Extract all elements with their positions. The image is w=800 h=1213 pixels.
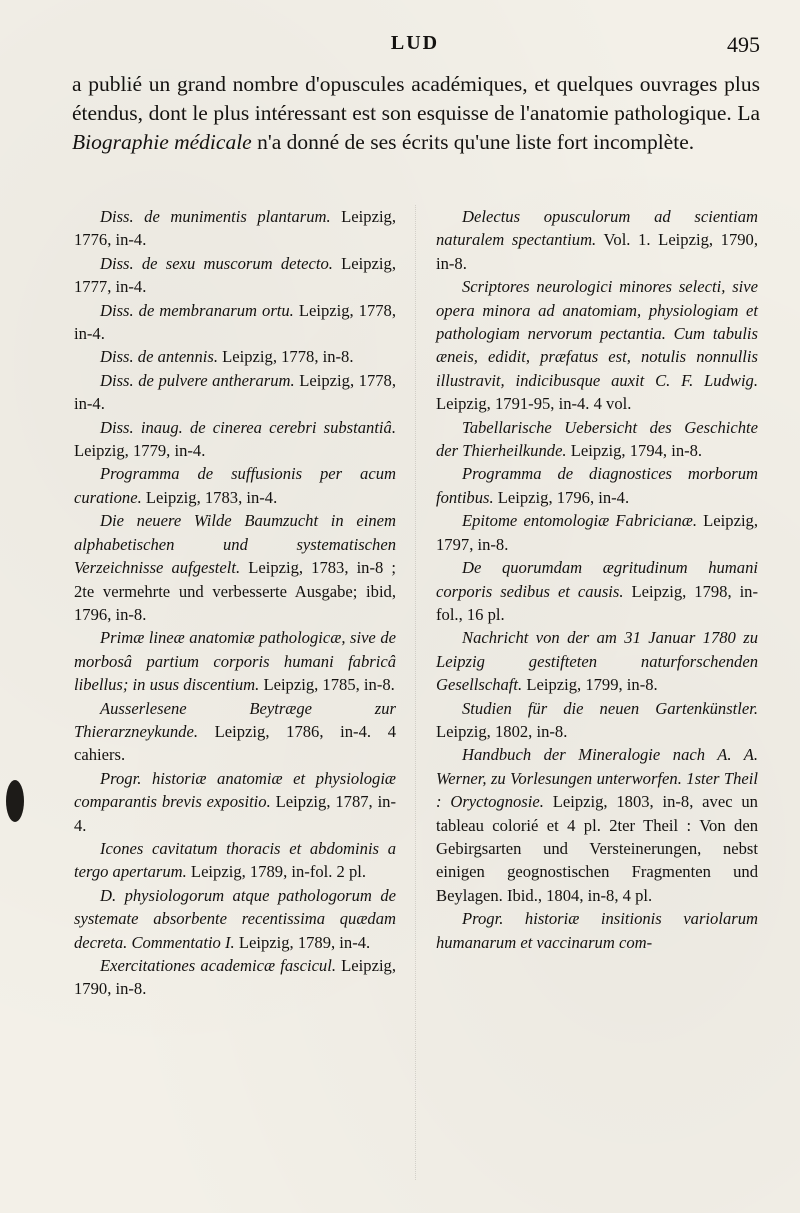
entry-title: Nachricht von der am 31 Januar 1780 zu Leipzig gestifteten naturforschenden Gesellschaft. [436,628,758,695]
entry-title: Tabellarische Uebersicht des Geschichte der Thierheilkunde. [436,417,758,461]
bibliography-entry [74,954,396,1001]
bibliography-entry [436,205,758,275]
bibliography-entry [74,345,396,368]
entry-imprint: Leipzig, 1776, in-4. [74,207,396,250]
bibliography-entry [436,697,758,744]
entry-imprint: Leipzig, 1778, in-4. [74,300,396,344]
entry-imprint: Leipzig, 1778, in-8. [218,347,354,367]
intro-text-end: n'a donné de ses écrits qu'une liste fort incomplète. [251,130,695,154]
ink-smudge [6,780,24,822]
entry-title: Exercitationes academicæ fascicul. [100,956,336,975]
entry-title: D. physiologorum atque pathologorum de systemate absorbente recentissima quædam decreta. Commentatio I. [74,885,396,952]
bibliography-entry [436,509,758,556]
bibliography-entry [74,626,396,696]
entry-title: Epitome entomologiæ Fabricianæ. [462,511,697,531]
page-number: 495 [727,32,760,57]
entry-imprint: Leipzig, 1799, in-8. [522,675,658,695]
entry-imprint: Leipzig, 1797, in-8. [436,511,758,554]
entry-imprint: Leipzig, 1803, in-8, avec un tableau colorié et 4 pl. 2ter Theil : Von den Gebirgsarten und Versteinerungen, nebst einigen geognostischen Fragmenten und Beylagen. Ibid., 1804, in-8, 4 pl. [436,792,758,905]
running-head: LUD [390,32,440,54]
entry-imprint: Leipzig, 1779, in-4. [74,441,206,461]
bibliography-entry [436,275,758,415]
entry-imprint: Leipzig, 1787, in-4. [74,792,397,835]
bibliography-entry [74,252,396,299]
entry-title: Diss. de sexu muscorum detecto. [100,253,333,273]
bibliography-entry [74,369,396,416]
intro-paragraph [72,70,760,157]
intro-text-start: a publié un grand nombre d'opuscules académiques, et quelques ouvrages plus étendus, dont le plus intéressant est son esquisse de l'anatomie pathologique. La [72,72,760,125]
entry-title: Diss. de pulvere antherarum. [100,370,295,390]
entry-title: Delectus opusculorum ad scientiam naturalem spectantium. [436,207,758,250]
bibliography-entry [74,697,396,767]
bibliography-entry [74,509,396,626]
bibliography-entry [74,462,396,509]
entry-title: Programma de suffusionis per acum curatione. [74,464,396,507]
entry-imprint: Leipzig, 1789, in-fol. 2 pl. [186,862,367,882]
entry-imprint: Vol. 1. Leipzig, 1790, in-8. [436,230,758,273]
entry-imprint: Leipzig, 1783, in-8 ; 2te vermehrte und verbesserte Ausgabe; ibid, 1796, in-8. [74,558,396,624]
intro-italic-title: Biographie médicale [72,130,252,154]
entry-title: Studien für die neuen Gartenkünstler. [462,698,758,718]
entry-imprint: Leipzig, 1783, in-4. [141,487,278,507]
entry-title: Diss. de membranarum ortu. [100,300,294,320]
entry-imprint: Leipzig, 1786, in-4. 4 cahiers. [74,721,396,765]
left-column [74,205,396,1001]
entry-imprint: Leipzig, 1778, in-4. [74,370,396,414]
entry-title: Scriptores neurologici minores selecti, sive opera minora ad anatomiam, physiologiam et pathologiam nervorum pectantia. Cum tabulis æneis, edidit, præfatus est, notulis nonnullis illustravit, indicibusque auxit C. F. Ludwig. [436,277,758,390]
bibliography-entry [436,743,758,907]
entry-title: Programma de diagnostices morborum fontibus. [436,464,758,507]
entry-imprint: Leipzig, 1777, in-4. [74,253,396,297]
bibliography-entry [436,907,758,954]
entry-title: Handbuch der Mineralogie nach A. A. Werner, zu Vorlesungen unterworfen. 1ster Theil : Oryctognosie. [436,745,758,812]
bibliography-entry [74,299,396,346]
entry-imprint: Leipzig, 1796, in-4. [493,487,630,507]
bibliography-columns [72,205,762,1190]
bibliography-entry [74,416,396,463]
entry-title: Progr. historiæ anatomiæ et physiologiæ comparantis brevis expositio. [74,768,396,812]
entry-title: Diss. de antennis. [100,347,218,367]
bibliography-entry [74,767,396,837]
entry-title: Ausserlesene Beytræge zur Thierarzneykunde. [74,698,396,741]
bibliography-entry [436,416,758,463]
entry-imprint: Leipzig, 1798, in-fol., 16 pl. [436,581,758,624]
entry-title: Diss. de munimentis plantarum. [100,207,331,226]
bibliography-entry [436,462,758,509]
entry-title: Icones cavitatum thoracis et abdominis a tergo apertarum. [74,838,396,882]
entry-title: Diss. inaug. de cinerea cerebri substantiâ. [100,417,396,437]
entry-title: Die neuere Wilde Baumzucht in einem alphabetischen und systematischen Verzeichnisse aufgestelt. [74,511,396,578]
entry-imprint: Leipzig, 1791-95, in-4. 4 vol. [436,394,632,414]
entry-imprint: Leipzig, 1794, in-8. [566,441,703,461]
entry-imprint: Leipzig, 1790, in-8. [74,956,397,999]
bibliography-entry [74,884,396,954]
entry-title: Primæ lineæ anatomiæ pathologicæ, sive de morbosâ partium corporis humani fabricâ libellus; in usus discentium. [74,628,396,695]
entry-imprint: Leipzig, 1785, in-8. [259,675,395,695]
right-column [436,205,758,954]
bibliography-entry [74,205,396,252]
entry-imprint: Leipzig, 1802, in-8. [436,721,568,741]
bibliography-entry [74,837,396,884]
entry-title: Progr. historiæ insitionis variolarum humanarum et vaccinarum com- [436,909,758,952]
entry-imprint: Leipzig, 1789, in-4. [234,932,371,952]
bibliography-entry [436,556,758,626]
page-header [70,32,760,62]
column-gutter [415,205,416,1180]
entry-title: De quorumdam ægritudinum humani corporis sedibus et causis. [436,558,758,601]
bibliography-entry [436,626,758,696]
